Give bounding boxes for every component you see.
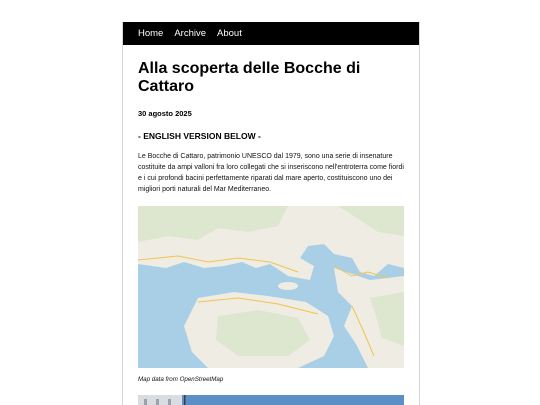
photo-mast: [184, 395, 186, 405]
english-version-heading: - ENGLISH VERSION BELOW -: [138, 131, 261, 141]
post-content: [123, 60, 419, 405]
top-navbar: [123, 22, 419, 45]
bay-photo: [138, 395, 404, 405]
bay-of-kotor-map: [138, 206, 404, 368]
post-title: Alla scoperta delle Bocche di Cattaro: [138, 60, 361, 95]
nav-link-archive[interactable]: Archive: [174, 28, 207, 39]
photo-graphic: [138, 395, 404, 405]
map-graphic: [138, 206, 404, 368]
post-date: 30 agosto 2025: [138, 109, 192, 118]
nav-link-home[interactable]: Home: [138, 28, 164, 39]
map-island: [278, 282, 298, 290]
nav-link-about[interactable]: About: [217, 28, 242, 39]
photo-pillar-1: [144, 399, 147, 405]
map-caption: Map data from OpenStreetMap: [138, 376, 224, 383]
photo-pillar-2: [156, 399, 159, 405]
blog-page: [122, 22, 420, 405]
photo-pillar-3: [168, 399, 171, 405]
intro-paragraph: Le Bocche di Cattaro, patrimonio UNESCO dal 1979, sono una serie di insenature costituite da ampi valloni fra loro collegati che si inseriscono nell'entroterra come fiordi e i cui profondi bacini perfettamente riparati dal mare aperto, costituiscono uno dei migliori porti naturali del Mar Mediterraneo.: [138, 153, 404, 193]
